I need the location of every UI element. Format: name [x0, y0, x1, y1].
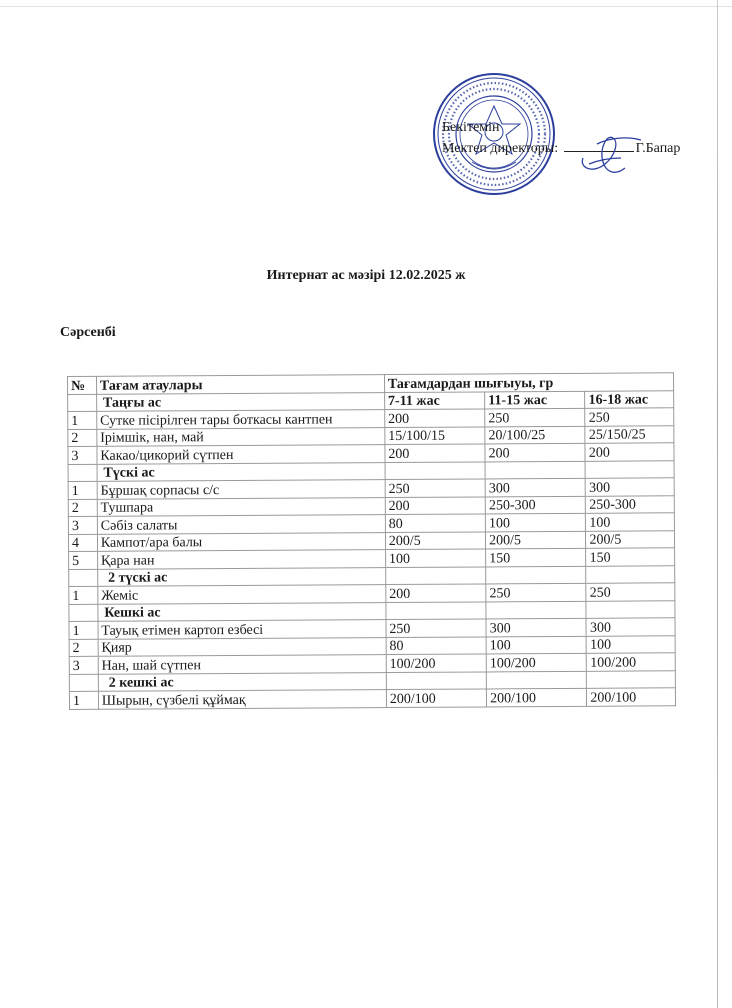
- portion-16-18: [586, 600, 675, 618]
- dish-name: Қияр: [98, 637, 386, 656]
- row-number: 1: [68, 481, 97, 499]
- page-right-edge: [717, 0, 718, 1008]
- portion-7-11: 80: [386, 636, 486, 654]
- approval-word: Бекітемін: [442, 120, 500, 135]
- dish-name: Какао/цикорий сүтпен: [97, 445, 385, 464]
- portion-11-15: 300: [485, 478, 585, 496]
- portion-16-18: 100/200: [587, 653, 676, 671]
- portion-7-11: 200/5: [385, 531, 485, 549]
- portion-11-15: 100/200: [486, 653, 586, 671]
- page-title: Интернат ас мәзірі 12.02.2025 ж: [266, 268, 466, 283]
- portion-11-15: 200/100: [487, 688, 587, 706]
- portion-7-11: 200: [385, 496, 485, 514]
- meal-breakfast: Таңғы ас: [96, 392, 384, 411]
- row-number: [69, 604, 98, 622]
- header-number: №: [68, 376, 97, 394]
- row-number: [69, 674, 98, 692]
- header-dish-name: Тағам атаулары: [96, 375, 384, 394]
- portion-16-18: 250-300: [586, 495, 675, 513]
- portion-16-18: 100: [587, 635, 676, 653]
- row-number: 3: [68, 446, 97, 464]
- portion-7-11: 200/100: [386, 689, 486, 707]
- dish-name: Сутке пісірілген тары боткасы кантпен: [97, 410, 385, 429]
- table-row: [69, 688, 675, 709]
- dish-name: Тауық етімен картоп езбесі: [98, 620, 386, 639]
- day-of-week: Сәрсенбі: [60, 325, 116, 340]
- meal-name: Түскі ас: [97, 462, 385, 481]
- portion-16-18: 200/100: [587, 688, 676, 706]
- portion-7-11: 250: [385, 479, 485, 497]
- portion-7-11: 80: [385, 514, 485, 532]
- header-yield: Тағамдардан шығыуы, гр: [384, 373, 673, 392]
- header-age-1: 7-11 жас: [384, 391, 484, 409]
- row-number: 1: [69, 586, 98, 604]
- portion-11-15: 100: [486, 636, 586, 654]
- portion-16-18: 150: [586, 548, 675, 566]
- menu-table: [67, 372, 676, 709]
- portion-7-11: 100/200: [386, 654, 486, 672]
- portion-7-11: [386, 671, 486, 689]
- dish-name: Шырын, сүзбелі құймақ: [98, 690, 386, 709]
- portion-7-11: 15/100/15: [385, 426, 485, 444]
- portion-7-11: 100: [385, 549, 485, 567]
- director-label: Мектеп директоры:: [442, 141, 559, 156]
- page-top-edge: [0, 6, 732, 7]
- portion-11-15: [486, 671, 586, 689]
- row-number: 2: [69, 639, 98, 657]
- header-age-2: 11-15 жас: [485, 391, 585, 409]
- dish-name: Қара нан: [97, 550, 385, 569]
- portion-7-11: [385, 461, 485, 479]
- signature-icon: [575, 134, 647, 178]
- dish-name: Тушпара: [97, 497, 385, 516]
- portion-7-11: 200: [385, 409, 485, 427]
- portion-16-18: 300: [586, 618, 675, 636]
- portion-16-18: 100: [586, 513, 675, 531]
- director-name: Г.Бапар: [635, 141, 681, 156]
- portion-11-15: 20/100/25: [485, 426, 585, 444]
- dish-name: Кампот/ара балы: [97, 532, 385, 551]
- header-age-3: 16-18 жас: [585, 390, 674, 408]
- portion-16-18: [586, 565, 675, 583]
- portion-16-18: 200/5: [586, 530, 675, 548]
- portion-16-18: 250: [586, 583, 675, 601]
- portion-7-11: 200: [386, 584, 486, 602]
- row-number: 1: [69, 621, 98, 639]
- dish-name: Ірімшік, нан, май: [97, 427, 385, 446]
- portion-11-15: 300: [486, 618, 586, 636]
- subheader-blank: [68, 394, 97, 412]
- portion-11-15: 200/5: [486, 531, 586, 549]
- row-number: 2: [68, 499, 97, 517]
- meal-name: 2 кешкі ас: [98, 672, 386, 691]
- portion-16-18: [587, 670, 676, 688]
- portion-11-15: 200: [485, 443, 585, 461]
- portion-16-18: 25/150/25: [585, 425, 674, 443]
- row-number: [68, 464, 97, 482]
- row-number: 3: [69, 656, 98, 674]
- portion-11-15: 150: [486, 548, 586, 566]
- portion-11-15: [486, 566, 586, 584]
- menu-table-body: [68, 408, 676, 709]
- portion-11-15: 250: [485, 408, 585, 426]
- portion-11-15: 100: [485, 513, 585, 531]
- portion-16-18: [585, 460, 674, 478]
- meal-name: 2 түскі ас: [98, 567, 386, 586]
- row-number: 3: [68, 516, 97, 534]
- dish-name: Нан, шай сүтпен: [98, 655, 386, 674]
- portion-7-11: 200: [385, 444, 485, 462]
- portion-7-11: [386, 566, 486, 584]
- row-number: 5: [69, 551, 98, 569]
- portion-11-15: [486, 601, 586, 619]
- portion-7-11: 250: [386, 619, 486, 637]
- portion-11-15: 250-300: [485, 496, 585, 514]
- portion-16-18: 300: [586, 478, 675, 496]
- dish-name: Жеміс: [98, 585, 386, 604]
- row-number: 2: [68, 429, 97, 447]
- row-number: 1: [69, 691, 98, 709]
- row-number: 4: [68, 534, 97, 552]
- portion-11-15: [485, 461, 585, 479]
- dish-name: Бұршақ сорпасы с/с: [97, 480, 385, 499]
- row-number: [69, 569, 98, 587]
- portion-16-18: 250: [585, 408, 674, 426]
- meal-name: Кешкі ас: [98, 602, 386, 621]
- portion-16-18: 200: [585, 443, 674, 461]
- dish-name: Сәбіз салаты: [97, 515, 385, 534]
- portion-7-11: [386, 601, 486, 619]
- row-number: 1: [68, 411, 97, 429]
- portion-11-15: 250: [486, 583, 586, 601]
